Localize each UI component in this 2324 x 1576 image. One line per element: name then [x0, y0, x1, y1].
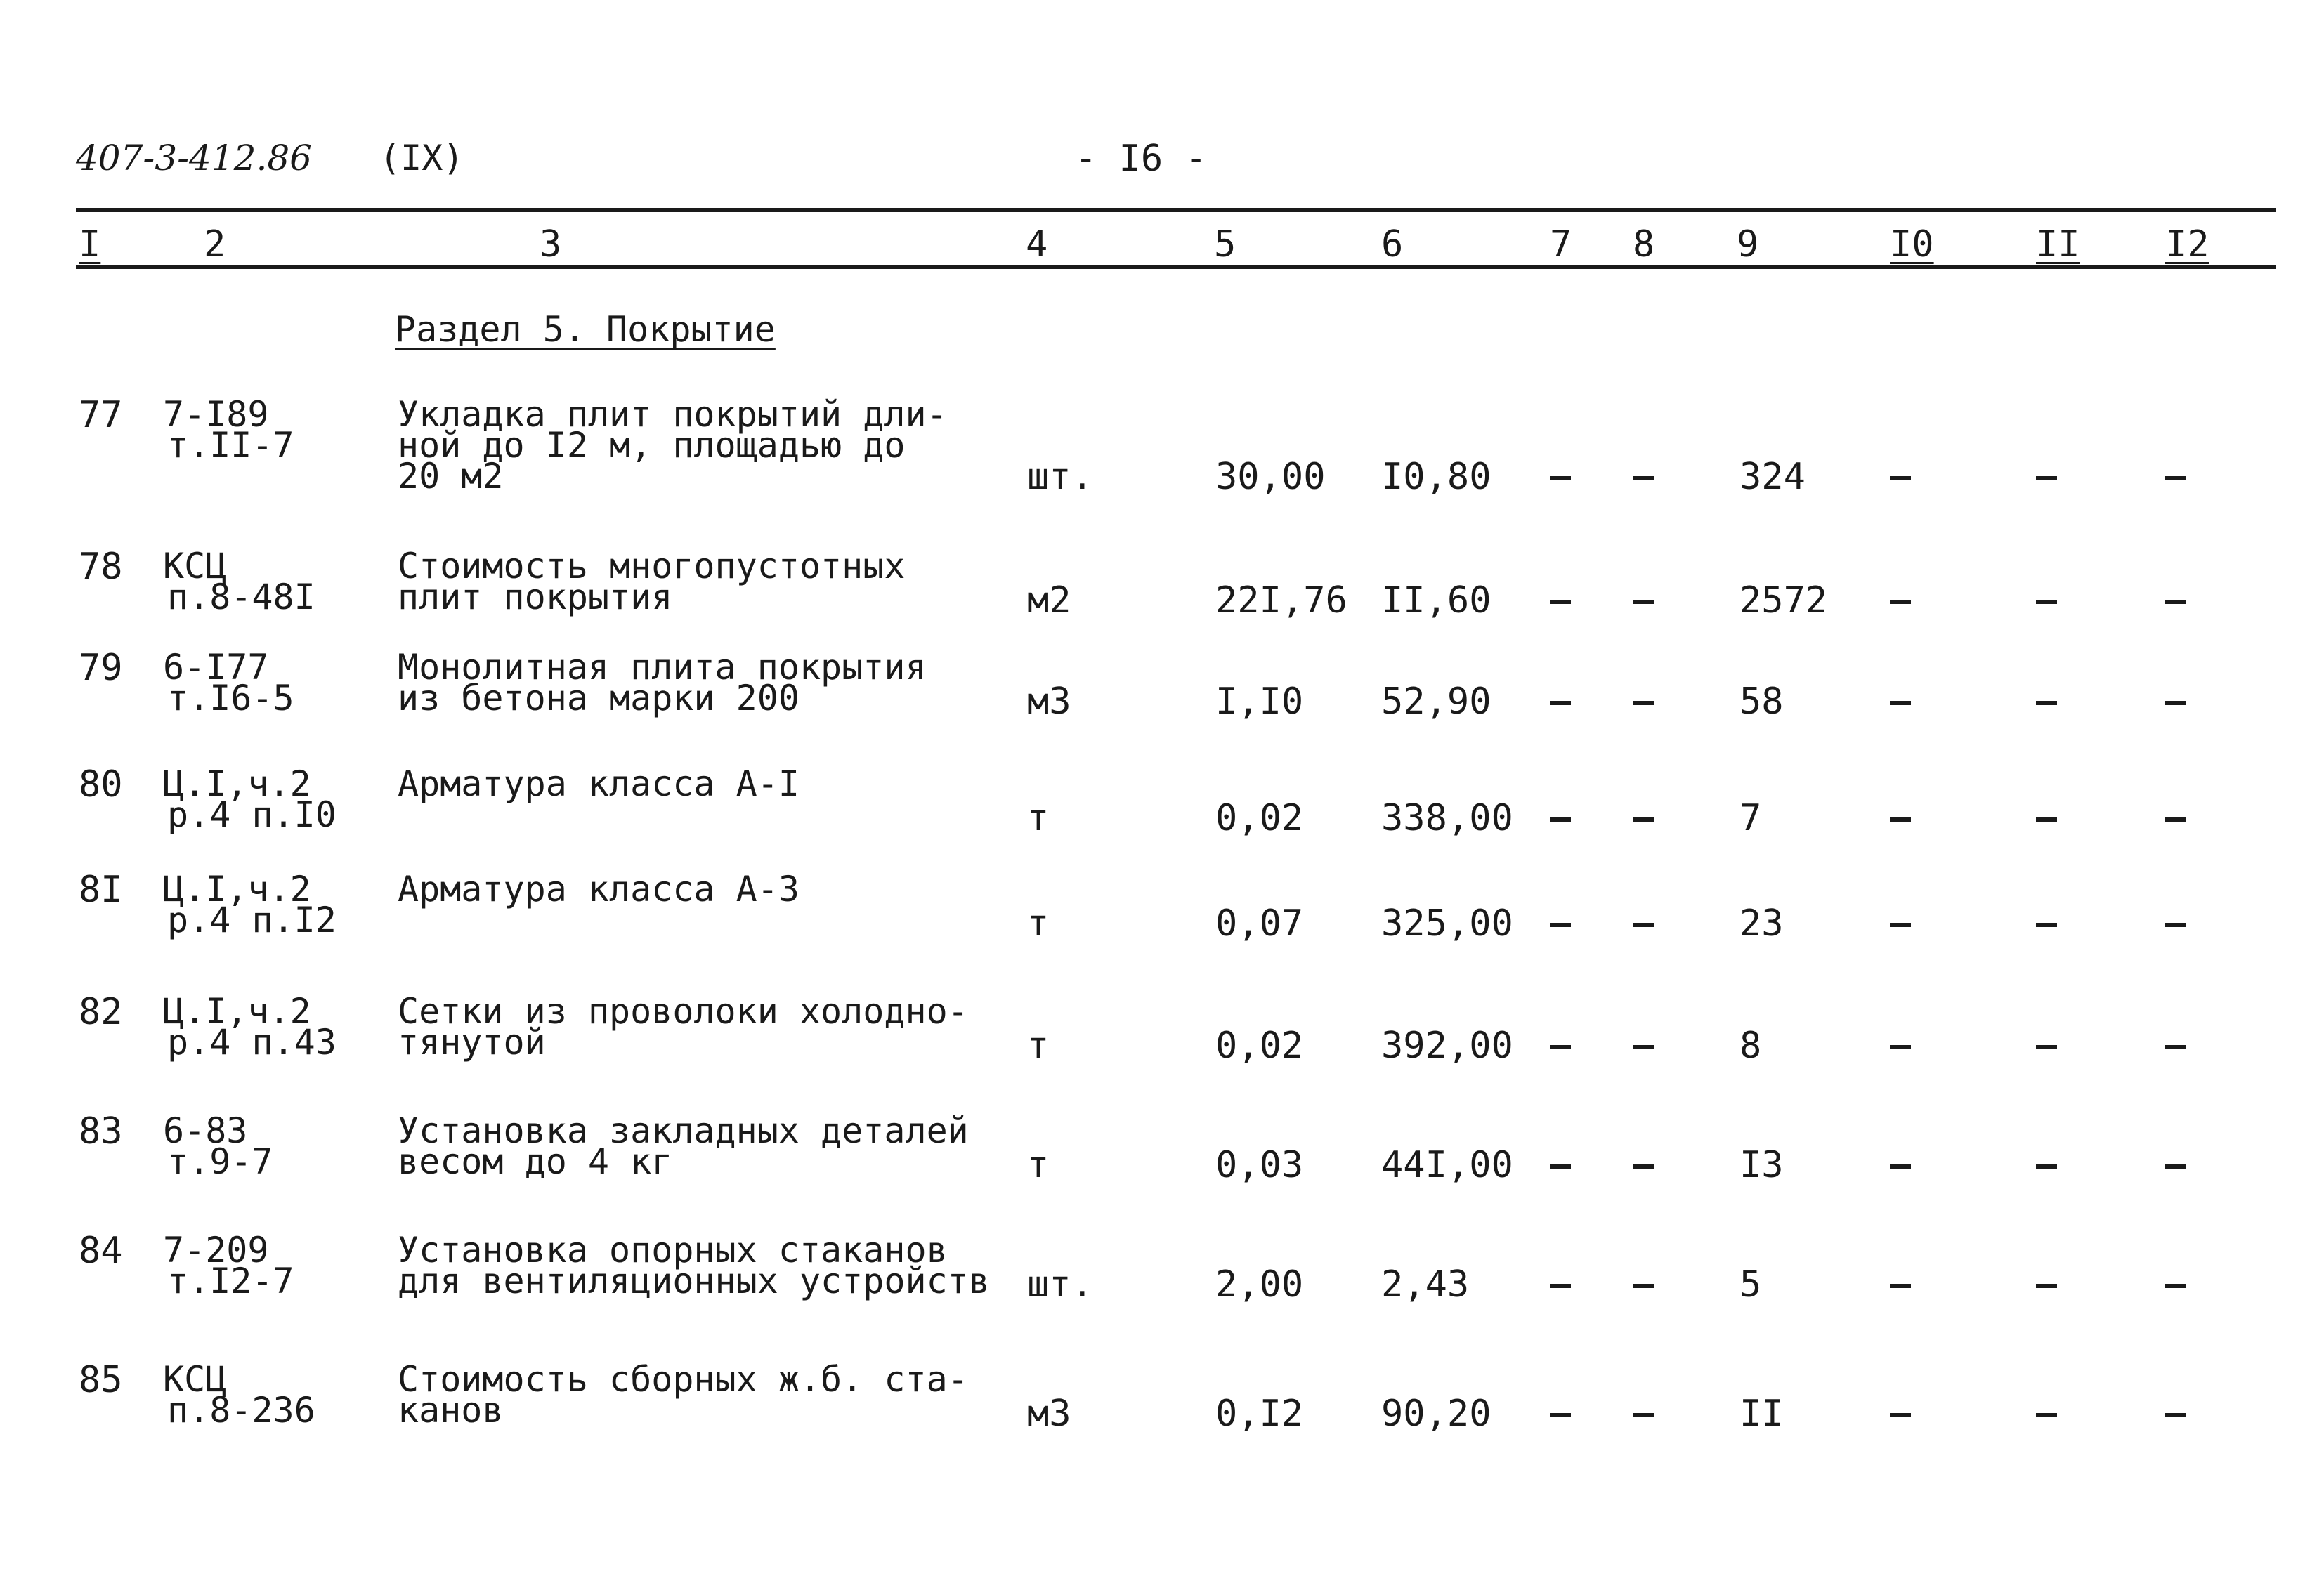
norm-subcode: р.4 п.43: [167, 1022, 337, 1063]
norm-code: 7-I89: [163, 394, 269, 435]
table-row: [0, 394, 2324, 498]
empty-value-dash: [1550, 817, 1571, 822]
norm-subcode: т.II-7: [167, 425, 294, 466]
empty-value-dash: [2165, 600, 2186, 604]
empty-value-dash: [1550, 1045, 1571, 1049]
work-name-line-2: для вентиляционных устройств: [398, 1261, 990, 1301]
unit-price: 44I,00: [1381, 1144, 1513, 1186]
unit-of-measure: шт.: [1027, 1263, 1093, 1306]
empty-value-dash: [1550, 1413, 1571, 1417]
section-title: Раздел 5. Покрытие: [395, 309, 776, 350]
quantity: 0,02: [1215, 1025, 1304, 1067]
work-name-line-2: плит покрытия: [398, 577, 673, 617]
unit-price: 2,43: [1381, 1263, 1470, 1306]
unit-of-measure: т: [1027, 1144, 1050, 1186]
norm-subcode: т.9-7: [167, 1141, 273, 1182]
unit-price: 325,00: [1381, 902, 1513, 945]
header-bottom-rule: [76, 265, 2276, 269]
empty-value-dash: [2036, 600, 2057, 604]
document-code: 407-3-412.86: [76, 138, 312, 178]
work-name-line-1: Установка закладных деталей: [398, 1110, 969, 1151]
work-name-line-2: весом до 4 кг: [398, 1141, 673, 1182]
row-number: 77: [79, 394, 123, 436]
empty-value-dash: [2165, 817, 2186, 822]
header-top-rule: [76, 208, 2276, 212]
work-name-line-2: из бетона марки 200: [398, 678, 799, 718]
norm-code: Ц.I,ч.2: [163, 991, 311, 1032]
empty-value-dash: [2165, 923, 2186, 927]
norm-subcode: п.8-48I: [167, 577, 315, 617]
total-cost: II: [1739, 1393, 1784, 1435]
table-row: [0, 1359, 2324, 1435]
empty-value-dash: [2036, 1045, 2057, 1049]
unit-of-measure: м3: [1027, 1393, 1071, 1435]
column-number-5: 5: [1214, 223, 1236, 265]
empty-value-dash: [1890, 1164, 1911, 1169]
empty-value-dash: [2165, 476, 2186, 480]
work-name-line-2: ной до I2 м, площадью до: [398, 425, 906, 466]
column-number-11: II: [2036, 223, 2080, 265]
empty-value-dash: [2036, 476, 2057, 480]
norm-code: Ц.I,ч.2: [163, 763, 311, 804]
total-cost: 7: [1739, 797, 1762, 839]
norm-subcode: п.8-236: [167, 1390, 315, 1431]
empty-value-dash: [1550, 476, 1571, 480]
table-row: [0, 991, 2324, 1067]
total-cost: 324: [1739, 456, 1806, 498]
row-number: 78: [79, 546, 123, 588]
row-number: 8I: [79, 869, 123, 911]
unit-price: 338,00: [1381, 797, 1513, 839]
norm-subcode: р.4 п.I2: [167, 900, 337, 940]
norm-subcode: т.I6-5: [167, 678, 294, 718]
unit-of-measure: м2: [1027, 579, 1071, 622]
column-number-3: 3: [540, 223, 562, 265]
empty-value-dash: [1890, 923, 1911, 927]
empty-value-dash: [2165, 701, 2186, 705]
unit-of-measure: шт.: [1027, 456, 1093, 498]
empty-value-dash: [1633, 1164, 1654, 1169]
unit-price: 90,20: [1381, 1393, 1491, 1435]
empty-value-dash: [1633, 1284, 1654, 1288]
quantity: 0,07: [1215, 902, 1304, 945]
norm-subcode: т.I2-7: [167, 1261, 294, 1301]
empty-value-dash: [1550, 1284, 1571, 1288]
table-row: [0, 763, 2324, 839]
row-number: 80: [79, 763, 123, 806]
empty-value-dash: [1633, 923, 1654, 927]
empty-value-dash: [2165, 1413, 2186, 1417]
work-name-line-1: Стоимость сборных ж.б. ста-: [398, 1359, 969, 1400]
empty-value-dash: [2036, 701, 2057, 705]
work-name-line-1: Арматура класса А-3: [398, 869, 799, 910]
empty-value-dash: [1890, 600, 1911, 604]
column-number-1: I: [79, 223, 101, 265]
norm-code: 7-209: [163, 1230, 269, 1270]
row-number: 83: [79, 1110, 123, 1153]
empty-value-dash: [1890, 1413, 1911, 1417]
empty-value-dash: [1890, 1045, 1911, 1049]
column-number-10: I0: [1890, 223, 1934, 265]
empty-value-dash: [1550, 1164, 1571, 1169]
column-number-2: 2: [204, 223, 226, 265]
quantity: 0,I2: [1215, 1393, 1304, 1435]
work-name-line-2: канов: [398, 1390, 504, 1431]
quantity: 2,00: [1215, 1263, 1304, 1306]
work-name-line-1: Арматура класса А-I: [398, 763, 799, 804]
empty-value-dash: [1890, 701, 1911, 705]
norm-code: КСЦ: [163, 1359, 227, 1400]
empty-value-dash: [1633, 701, 1654, 705]
column-number-7: 7: [1550, 223, 1572, 265]
quantity: 30,00: [1215, 456, 1326, 498]
norm-code: Ц.I,ч.2: [163, 869, 311, 910]
empty-value-dash: [2036, 1164, 2057, 1169]
quantity: 22I,76: [1215, 579, 1347, 622]
unit-of-measure: т: [1027, 902, 1050, 945]
total-cost: I3: [1739, 1144, 1784, 1186]
unit-of-measure: т: [1027, 797, 1050, 839]
column-number-9: 9: [1737, 223, 1759, 265]
document-part: (IX): [379, 138, 464, 178]
total-cost: 2572: [1739, 579, 1828, 622]
column-number-6: 6: [1381, 223, 1404, 265]
empty-value-dash: [1633, 1413, 1654, 1417]
norm-code: 6-83: [163, 1110, 248, 1151]
row-number: 82: [79, 991, 123, 1033]
empty-value-dash: [1890, 1284, 1911, 1288]
empty-value-dash: [2165, 1284, 2186, 1288]
total-cost: 58: [1739, 681, 1784, 723]
empty-value-dash: [1550, 600, 1571, 604]
empty-value-dash: [2036, 1284, 2057, 1288]
work-name-line-2: тянутой: [398, 1022, 546, 1063]
table-row: [0, 1110, 2324, 1186]
column-number-12: I2: [2165, 223, 2209, 265]
norm-code: 6-I77: [163, 647, 269, 688]
column-number-4: 4: [1026, 223, 1048, 265]
empty-value-dash: [2036, 817, 2057, 822]
unit-of-measure: м3: [1027, 681, 1071, 723]
unit-of-measure: т: [1027, 1025, 1050, 1067]
empty-value-dash: [1633, 817, 1654, 822]
empty-value-dash: [1633, 476, 1654, 480]
empty-value-dash: [1550, 701, 1571, 705]
total-cost: 23: [1739, 902, 1784, 945]
work-name-line-1: Сетки из проволоки холодно-: [398, 991, 969, 1032]
row-number: 79: [79, 647, 123, 689]
row-number: 85: [79, 1359, 123, 1401]
work-name-line-1: Монолитная плита покрытия: [398, 647, 927, 688]
unit-price: I0,80: [1381, 456, 1491, 498]
unit-price: 392,00: [1381, 1025, 1513, 1067]
empty-value-dash: [2165, 1045, 2186, 1049]
work-name-line-1: Стоимость многопустотных: [398, 546, 906, 586]
page-number: - I6 -: [1075, 138, 1207, 180]
work-name-line-1: Установка опорных стаканов: [398, 1230, 948, 1270]
unit-price: II,60: [1381, 579, 1491, 622]
empty-value-dash: [1550, 923, 1571, 927]
total-cost: 5: [1739, 1263, 1762, 1306]
unit-price: 52,90: [1381, 681, 1491, 723]
empty-value-dash: [1633, 600, 1654, 604]
column-number-8: 8: [1633, 223, 1655, 265]
quantity: 0,02: [1215, 797, 1304, 839]
empty-value-dash: [1633, 1045, 1654, 1049]
empty-value-dash: [2036, 1413, 2057, 1417]
norm-subcode: р.4 п.I0: [167, 794, 337, 835]
empty-value-dash: [1890, 476, 1911, 480]
work-name-line-3: 20 м2: [398, 456, 504, 497]
row-number: 84: [79, 1230, 123, 1272]
norm-code: КСЦ: [163, 546, 227, 586]
empty-value-dash: [2165, 1164, 2186, 1169]
quantity: I,I0: [1215, 681, 1304, 723]
quantity: 0,03: [1215, 1144, 1304, 1186]
empty-value-dash: [2036, 923, 2057, 927]
total-cost: 8: [1739, 1025, 1762, 1067]
empty-value-dash: [1890, 817, 1911, 822]
work-name-line-1: Укладка плит покрытий дли-: [398, 394, 948, 435]
